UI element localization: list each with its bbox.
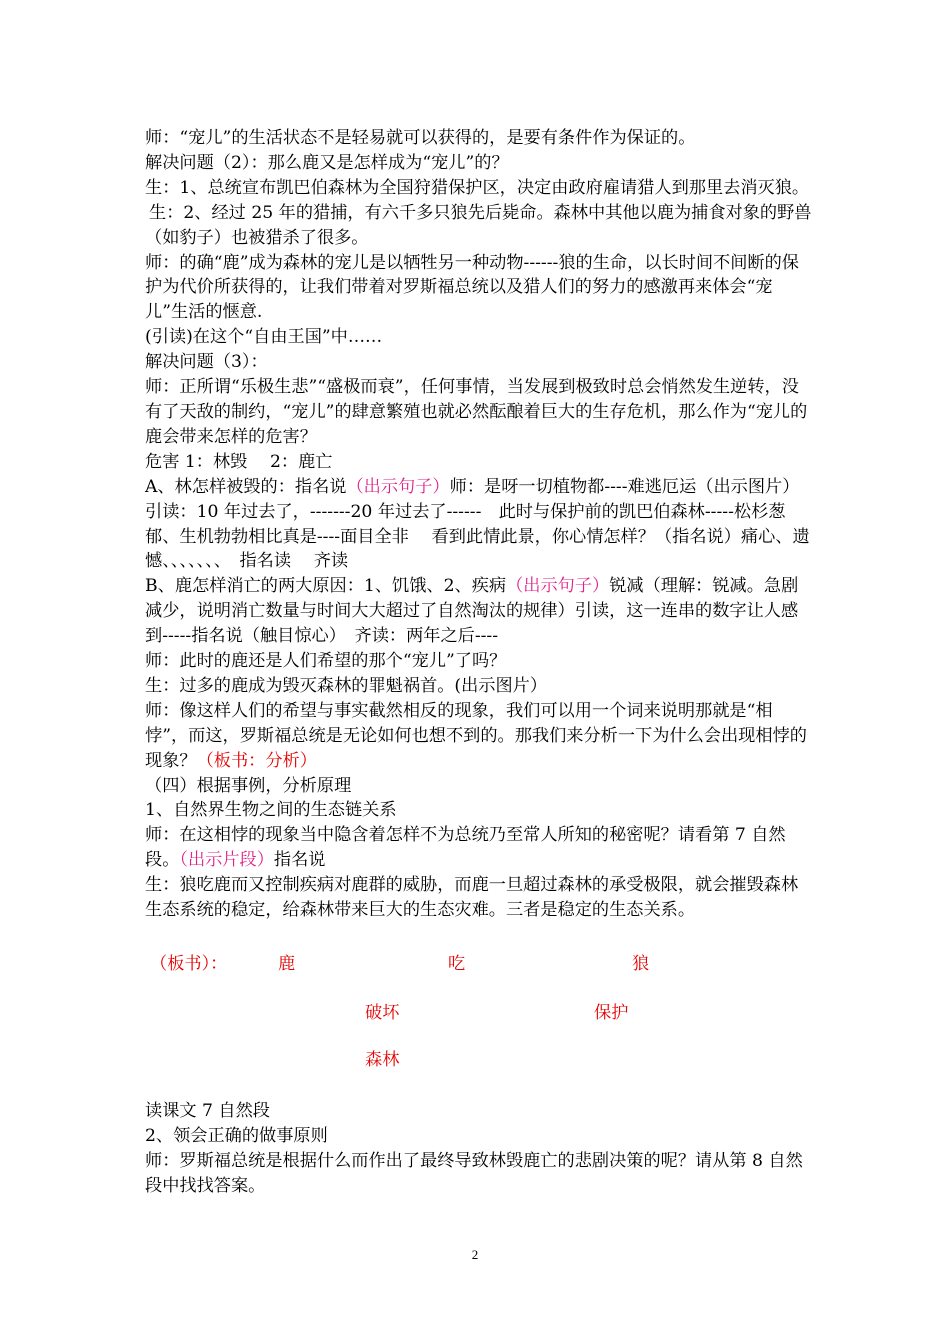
subheading-ecological-chain: 1、自然界生物之间的生态链关系 xyxy=(145,800,397,821)
paragraph-student-ecology: 生：狼吃鹿而又控制疾病对鹿群的威胁，而鹿一旦超过森林的承受极限，就会摧毁森林生态系统的稳定，给森林带来巨大的生态灾难。三者是稳定的生态关系。 xyxy=(145,875,799,921)
forest-destroyed-body: 师：是呀一切植物都----难逃厄运（出示图片）引读：10 年过去了，-------20 年过去了------ 此时与保护前的凯巴伯森林-----松杉葱郁、生机勃勃相比真是----面目全非 看到此情此景，你心情怎样？（指名说）痛心、遗憾、、、、、、、 指名读 齐读 xyxy=(145,476,810,572)
board-eat: 吃 xyxy=(448,954,466,974)
paragraph-teacher-deer-favorite: 师：的确“鹿”成为森林的宠儿是以牺牲另一种动物------狼的生命，以长时间不间断的保护为代价所获得的，让我们带着对罗斯福总统以及猎人们的努力的感激再来体会“宠儿”生活的惬意. xyxy=(145,252,799,323)
secret-body: 师：在这相悖的现象当中隐含着怎样不为总统乃至常人所知的秘密呢？请看第 7 自然段。 xyxy=(145,825,786,871)
blackboard-diagram xyxy=(145,939,815,1099)
section-heading-4: （四）根据事例，分析原理 xyxy=(145,775,352,796)
paragraph-teacher-question-favorite: 师：此时的鹿还是人们希望的那个“宠儿”了吗？ xyxy=(145,651,507,672)
show-passage-note: （出示片段） xyxy=(179,850,274,871)
forest-destroyed-intro: A、林怎样被毁的：指名说 xyxy=(145,476,347,497)
show-sentence-note-2: （出示句子） xyxy=(506,576,610,597)
subheading-principles: 2、领会正确的做事原则 xyxy=(145,1125,328,1146)
document-body xyxy=(145,126,815,1199)
paragraph-teacher-favorite-status: 师：“宠儿”的生活状态不是轻易就可以获得的，是要有条件作为保证的。 xyxy=(145,128,696,148)
paragraph-question-3: 解决问题（3）： xyxy=(145,352,268,373)
board-protect: 保护 xyxy=(594,1003,629,1023)
paragraph-deer-decline xyxy=(145,574,815,649)
secret-tail: 指名说 xyxy=(273,850,326,871)
paragraph-forest-destroyed xyxy=(145,475,815,575)
paragraph-harm-list: 危害 1：林毁 2：鹿亡 xyxy=(145,451,333,472)
paragraph-read-text: 读课文 7 自然段 xyxy=(145,1101,270,1121)
board-destroy: 破坏 xyxy=(365,1003,400,1023)
paragraph-teacher-secret xyxy=(145,823,815,873)
paragraph-student-answer-1: 生：1、总统宣布凯巴伯森林为全国狩猎保护区，决定由政府雇请猎人到那里去消灭狼。 xyxy=(145,177,810,198)
board-analysis-note: （板书：分析） xyxy=(196,750,317,771)
paragraph-teacher-extremes: 师：正所谓“乐极生悲”“盛极而衰”，任何事情，当发展到极致时总会悄然发生逆转，没有了天敌的制约，“宠儿”的肆意繁殖也就必然酝酿着巨大的生存危机，那么作为“宠儿的鹿会带来怎样的危害？ xyxy=(145,377,808,447)
paragraph-teacher-contradiction xyxy=(145,699,815,774)
show-sentence-note: （出示句子） xyxy=(346,476,450,497)
board-label: （板书）： xyxy=(150,954,228,974)
paragraph-student-answer-2: 生：2、经过 25 年的猎捕，有六千多只狼先后毙命。森林中其他以鹿为捕食对象的野兽（如豹子）也被猎杀了很多。 xyxy=(145,202,812,248)
deer-decline-body: 锐减（理解：锐减。急剧减少，说明消亡数量与时间大大超过了自然淘汰的规律）引读，这一连串的数字让人感到-----指名说（触目惊心） 齐读：两年之后---- xyxy=(145,576,799,647)
deer-decline-intro: B、鹿怎样消亡的两大原因：1、饥饿、2、疾病 xyxy=(145,576,507,597)
paragraph-student-culprit: 生：过多的鹿成为毁灭森林的罪魁祸首。(出示图片） xyxy=(145,675,548,696)
paragraph-teacher-roosevelt: 师：罗斯福总统是根据什么而作出了最终导致林毁鹿亡的悲剧决策的呢？请从第 8 自然段中找找答案。 xyxy=(145,1150,803,1196)
page-number: 2 xyxy=(471,1247,479,1262)
paragraph-question-2: 解决问题（2）：那么鹿又是怎样成为“宠儿”的？ xyxy=(145,152,509,173)
board-wolf: 狼 xyxy=(632,954,650,974)
board-deer: 鹿 xyxy=(278,954,296,974)
contradiction-body: 师：像这样人们的希望与事实截然相反的现象，我们可以用一个词来说明那就是“相悖”，而这，罗斯福总统是无论如何也想不到的。那我们来分析一下为什么会出现相悖的现象？ xyxy=(145,700,807,771)
board-forest: 森林 xyxy=(365,1050,400,1070)
paragraph-guided-reading: (引读)在这个“自由王国”中…… xyxy=(145,327,383,348)
